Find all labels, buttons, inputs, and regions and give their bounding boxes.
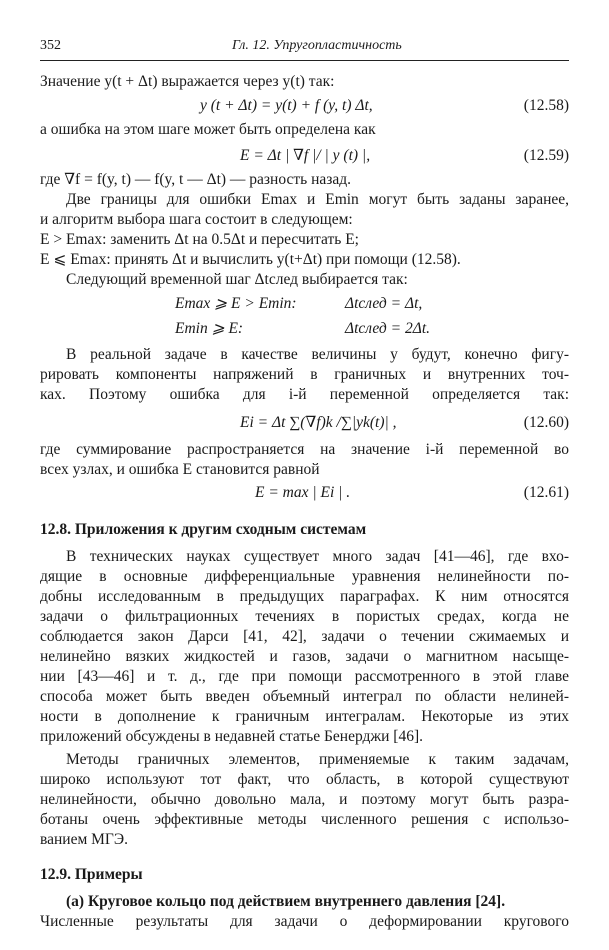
text-line: ках. Поэтому ошибка для i-й переменной определяется так:	[40, 386, 569, 403]
text-line: Значение y(t + Δt) выражается через y(t) так:	[40, 73, 335, 90]
paragraph-line: широко используют тот факт, что область, в которой существуют	[40, 771, 569, 788]
text-line: всех узлах, и ошибка E становится равной	[40, 461, 320, 478]
running-title: Гл. 12. Упругопластичность	[232, 38, 402, 53]
paragraph-line: соблюдается закон Дарси [41, 42], задачи о течении сжимаемых и	[40, 628, 569, 645]
text-line: Две границы для ошибки Emax и Emin могут быть заданы заранее,	[66, 191, 569, 208]
case-result: Δtслед = 2Δt.	[345, 320, 431, 337]
equation-12-60: Ei = Δt ∑(∇f)k /∑|yk(t)| ,	[240, 414, 397, 431]
text-line: Следующий временной шаг Δtслед выбирается так:	[66, 271, 408, 288]
text-line: В реальной задаче в качестве величины y будут, конечно фигу-	[66, 346, 569, 363]
equation-12-58: y (t + Δt) = y(t) + f (y, t) Δt,	[200, 97, 373, 114]
paragraph-line: ванием МГЭ.	[40, 831, 128, 848]
paragraph-line: приложений обсуждены в недавней статье Бенерджи [46].	[40, 728, 423, 745]
equation-number: (12.60)	[523, 414, 569, 431]
paragraph-line: дящие в основные дифференциальные уравнения нелинейности по-	[40, 568, 569, 585]
subsection-heading: (а) Круговое кольцо под действием внутреннего давления [24].	[66, 893, 506, 910]
paragraph-line: В технических науках существует много задач [41—46], где вхо-	[66, 548, 569, 565]
page-number: 352	[40, 38, 61, 53]
text-line: E > Emax: заменить Δt на 0.5Δt и пересчитать E;	[40, 231, 359, 248]
paragraph-line: ботаны очень эффективные методы численного решения с использо-	[40, 811, 569, 828]
equation-number: (12.59)	[523, 147, 569, 164]
paragraph-line: Численные результаты для задачи о деформировании кругового	[40, 913, 569, 930]
header-rule	[40, 60, 569, 61]
equation-number: (12.61)	[523, 484, 569, 501]
equation-12-61: E = max | Ei | .	[255, 484, 351, 501]
text-line: где суммирование распространяется на значение i-й переменной во	[40, 441, 569, 458]
case-condition: Emax ⩾ E > Emin:	[175, 295, 297, 312]
equation-number: (12.58)	[523, 97, 569, 114]
text-line: где ∇f = f(y, t) — f(y, t — Δt) — разность назад.	[40, 171, 352, 188]
text-line: E ⩽ Emax: принять Δt и вычислить y(t+Δt) при помощи (12.58).	[40, 251, 461, 268]
case-condition: Emin ⩾ E:	[175, 320, 244, 337]
paragraph-line: Методы граничных элементов, применяемые к таким задачам,	[66, 751, 569, 768]
case-result: Δtслед = Δt,	[345, 295, 423, 312]
paragraph-line: способа может быть введен объемный интеграл по области нелиней-	[40, 688, 569, 705]
paragraph-line: нии [43—46] и т. д., где при помощи рассмотренного в этой главе	[40, 668, 569, 685]
paragraph-line: ности в дополнение к граничным интегралам. Некоторые из этих	[40, 708, 569, 725]
equation-12-59: E = Δt | ∇f |/ | y (t) |,	[240, 147, 371, 164]
text-line: рировать компоненты напряжений в граничных и внутренних точ-	[40, 366, 569, 383]
paragraph-line: добны исследованным в предыдущих параграфах. К ним относятся	[40, 588, 569, 605]
text-line: и алгоритм выбора шага состоит в следующем:	[40, 211, 353, 228]
section-heading: 12.9. Примеры	[40, 866, 143, 883]
section-heading: 12.8. Приложения к другим сходным системам	[40, 521, 367, 538]
text-line: а ошибка на этом шаге может быть определена как	[40, 121, 376, 138]
paragraph-line: нелинейности, обычно довольно мала, и поэтому могут быть разра-	[40, 791, 569, 808]
paragraph-line: нелинейно вязких жидкостей и газов, задачи о магнитном насыще-	[40, 648, 569, 665]
paragraph-line: задачи о фильтрационных течениях в пористых средах, когда не	[40, 608, 569, 625]
